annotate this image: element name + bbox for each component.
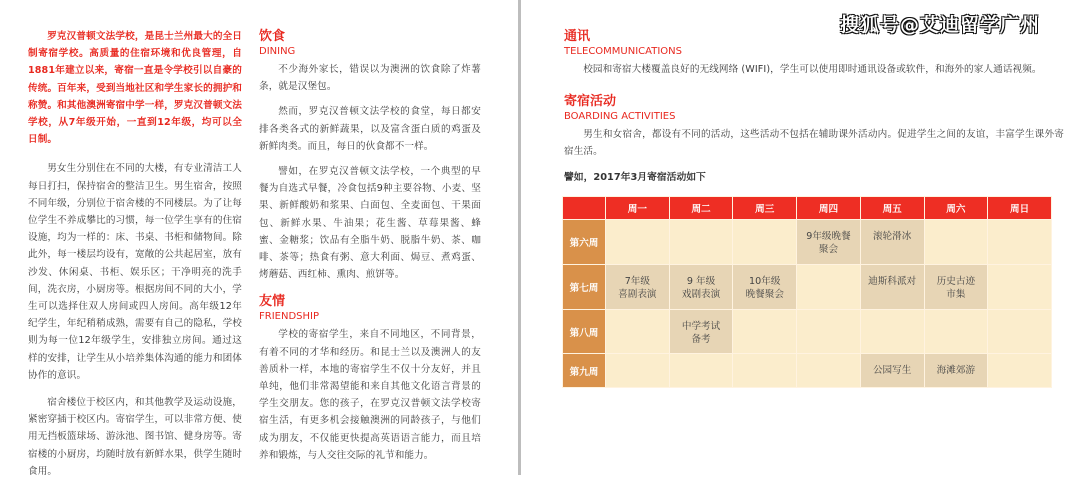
table-cell xyxy=(924,310,988,354)
cell-line: 历史古迹 xyxy=(936,276,976,287)
table-cell xyxy=(669,310,733,354)
table-cell xyxy=(797,354,861,388)
table-caption: 譬如，2017年3月寄宿活动如下 xyxy=(564,172,706,184)
section-subtitle: BOARDING ACTIVITIES xyxy=(564,111,676,122)
table-cell xyxy=(797,310,861,354)
table-cell xyxy=(860,310,924,354)
cell-line: 晚餐聚会 xyxy=(745,289,784,300)
cell-line: 10年级 xyxy=(749,276,781,287)
watermark: 搜狐号@艾迪留学广州 xyxy=(840,14,1041,36)
table-cell xyxy=(988,354,1052,388)
table-cell xyxy=(988,310,1052,354)
table-cell xyxy=(924,265,988,310)
body-paragraph: 男生和女宿舍，都设有不同的活动，这些活动不包括在辅助课外活动内。促进学生之间的友谊，丰富学生课外寄宿生活。 xyxy=(564,129,1064,158)
activity-schedule-table xyxy=(562,196,1052,388)
table-cell xyxy=(733,310,797,354)
table-row xyxy=(563,310,1052,354)
section-title: 友情 xyxy=(259,294,286,310)
cell-line: 9 年级 xyxy=(686,276,716,287)
header-day: 周六 xyxy=(924,197,988,220)
week-label: 第九周 xyxy=(563,354,606,388)
table-cell xyxy=(988,220,1052,265)
table-cell xyxy=(606,220,670,265)
body-paragraph: 学校的寄宿学生，来自不同地区，不同背景，有着不同的才华和经历。和昆士兰以及澳洲人的友善质朴一样，本地的寄宿学生不仅十分友好，并且单纯，他们非常渴望能和来自其他文化语言背景的学生交朋友。您的孩子，在罗克汉普顿文法学校寄宿生活，有更多机会接触澳洲的同龄孩子，与他们成为朋友，不仅能更快提高英语语言能力，而且培养和锻炼，与人交往交际的礼节和能力。 xyxy=(259,329,481,461)
body-paragraph: 校园和寄宿大楼覆盖良好的无线网络 (WIFI)，学生可以使用即时通讯设备或软件，和海外的家人通话视频。 xyxy=(583,64,1042,75)
dining-section xyxy=(259,28,481,283)
table-cell xyxy=(669,354,733,388)
section-title: 饮食 xyxy=(259,29,286,44)
left-column-a xyxy=(28,28,242,480)
cell-line: 市集 xyxy=(946,289,966,300)
table-cell xyxy=(733,220,797,265)
intro-paragraph: 罗克汉普顿文法学校，是昆士兰州最大的全日制寄宿学校。高质量的住宿环境和优良管理，自1881年建立以来，寄宿一直是令学校引以自豪的传统。百年来，受到当地社区和学生家长的拥护和称赞。和其他澳洲寄宿中学一样，罗克汉普顿文法学校，从7年级开始，一直到12年级，均可以全日制。 xyxy=(28,31,242,146)
table-row xyxy=(563,354,1052,388)
header-day: 周五 xyxy=(860,197,924,220)
section-subtitle: DINING xyxy=(259,46,296,57)
section-subtitle: TELECOMMUNICATIONS xyxy=(564,46,682,57)
table-cell: 海滩郊游 xyxy=(924,354,988,388)
friendship-section xyxy=(259,293,481,464)
left-page xyxy=(0,0,518,475)
table-row xyxy=(563,265,1052,310)
table-cell xyxy=(733,265,797,310)
header-day: 周四 xyxy=(797,197,861,220)
activities-section xyxy=(564,93,1064,183)
body-paragraph: 不少海外家长，错误以为澳洲的饮食除了炸薯条，就是汉堡包。 xyxy=(259,64,481,93)
table-row xyxy=(563,220,1052,265)
body-paragraph: 男女生分别住在不同的大楼，有专业清洁工人每日打扫，保持宿舍的整洁卫生。男生宿舍，按照不同年级，分别位于宿舍楼的不同楼层。为了让每位学生不养成攀比的习惯，每一位学生享有的住宿设施，均为一样的：床、书桌、书柜和储物间。除此外，每一楼层均设有，宽敞的公共起居室，放有沙发、休闲桌、书柜、娱乐区；干净明亮的洗手间，洗衣房，小厨房等。根据房间不同的大小，学生可以选择住双人房间或四人房间。高年级12年纪学生，年纪稍稍成熟，需要有自己的隐私，学校则为每一位12年级学生，安排独立房间。通过这样的安排，让学生从小培养集体沟通的能力和团体协作的意识。 xyxy=(28,163,242,381)
section-title: 寄宿活动 xyxy=(564,94,617,109)
table-cell xyxy=(606,265,670,310)
cell-line: 喜剧表演 xyxy=(618,289,657,300)
cell-line: 戏剧表演 xyxy=(681,289,721,300)
header-day: 周日 xyxy=(988,197,1052,220)
cell-line: 中学考试 xyxy=(681,321,721,332)
left-column-b xyxy=(259,28,481,474)
table-cell xyxy=(988,265,1052,310)
table-cell: 公园写生 xyxy=(860,354,924,388)
table-cell xyxy=(797,265,861,310)
table-cell xyxy=(606,354,670,388)
header-day: 周二 xyxy=(669,197,733,220)
table-cell xyxy=(669,265,733,310)
cell-line: 聚会 xyxy=(818,244,839,255)
cell-line: 备考 xyxy=(691,334,711,345)
section-subtitle: FRIENDSHIP xyxy=(259,311,319,323)
body-paragraph: 然而，罗克汉普顿文法学校的食堂，每日都安排各类各式的新鲜蔬果，以及富含蛋白质的鸡蛋及新鲜肉类。而且，每日的伙食都不一样。 xyxy=(259,106,481,152)
table-cell xyxy=(924,220,988,265)
table-header-row xyxy=(563,197,1052,220)
header-day: 周一 xyxy=(606,197,670,220)
table-cell xyxy=(733,354,797,388)
table-cell: 迪斯科派对 xyxy=(860,265,924,310)
body-paragraph: 宿舍楼位于校区内，和其他教学及运动设施，紧密穿插于校区内。寄宿学生，可以非常方便、使用无挡板篮球场、游泳池、图书馆、健身房等。寄宿楼的小厨房，均随时放有新鲜水果，供学生随时食用。 xyxy=(28,397,242,477)
table-cell: 滚轮滑冰 xyxy=(860,220,924,265)
table-cell xyxy=(606,310,670,354)
header-corner xyxy=(563,197,606,220)
table-cell xyxy=(797,220,861,265)
cell-line: 9年级晚餐 xyxy=(806,231,851,242)
body-paragraph: 譬如，在罗克汉普顿文法学校，一个典型的早餐为自选式早餐，冷食包括9种主要谷物、小麦、坚果、新鲜酸奶和浆果、白面包、全麦面包、干果面包、新鲜水果、牛油果；花生酱、草莓果酱、蜂蜜、金糖浆；饮品有全脂牛奶、脱脂牛奶、茶、咖啡、茶等；热食有粥、意大利面、焗豆、煮鸡蛋、烤蘑菇、西红柿、熏肉、煎饼等。 xyxy=(259,166,481,281)
section-title: 通讯 xyxy=(564,29,591,44)
week-label: 第七周 xyxy=(563,265,606,310)
table-cell xyxy=(669,220,733,265)
week-label: 第八周 xyxy=(563,310,606,354)
cell-line: 7年级 xyxy=(624,276,650,287)
week-label: 第六周 xyxy=(563,220,606,265)
header-day: 周三 xyxy=(733,197,797,220)
